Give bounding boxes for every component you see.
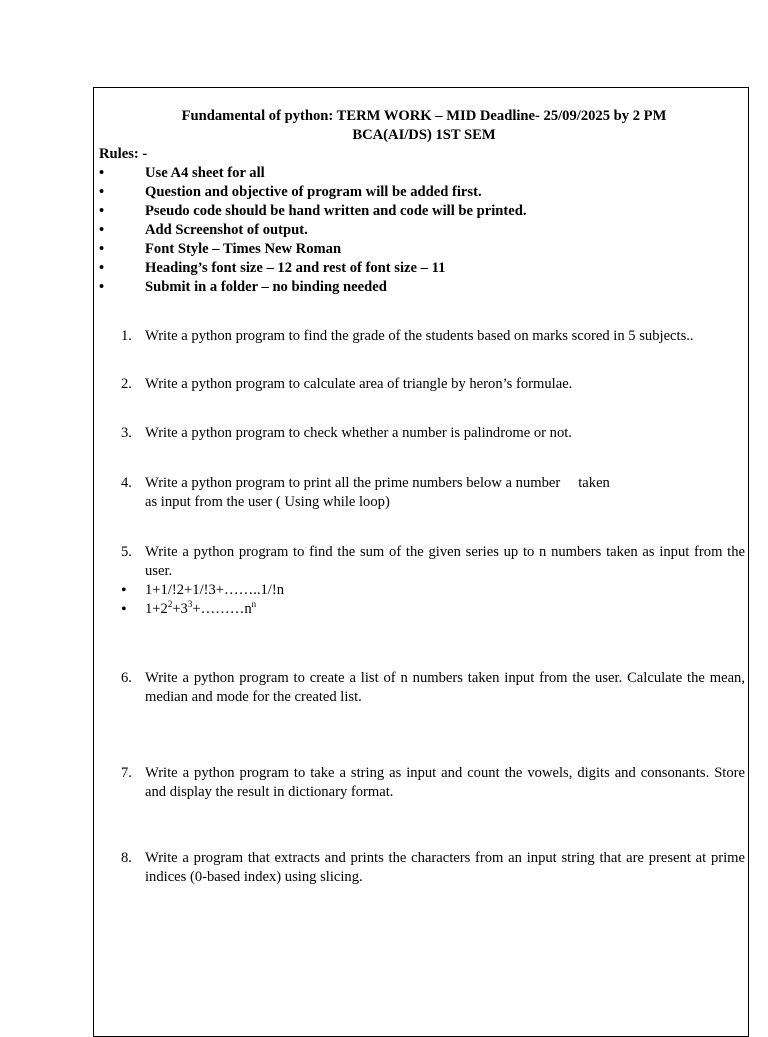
rule-item bbox=[99, 164, 745, 183]
question-text: Write a python program to check whether a number is palindrome or not. bbox=[145, 425, 572, 441]
rule-item bbox=[99, 202, 745, 221]
question-text-c: as input from the user ( Using while loop) bbox=[145, 494, 390, 510]
bullet-icon: • bbox=[99, 260, 105, 276]
rule-item bbox=[99, 183, 745, 202]
bullet-icon: • bbox=[99, 203, 105, 219]
question-text: Write a python program to take a string as input and count the vowels, digits and consonants. Store and display the result in dictionary format. bbox=[145, 765, 745, 800]
rules-title: Rules: - bbox=[99, 146, 148, 162]
question-text: Write a python program to find the sum of the given series up to n numbers taken as input from the user. bbox=[145, 544, 745, 579]
bullet-icon: • bbox=[121, 582, 127, 599]
question-number: 7. bbox=[121, 765, 132, 781]
question-item bbox=[99, 327, 745, 346]
series-part: +3 bbox=[172, 601, 188, 617]
rule-item bbox=[99, 278, 745, 297]
series-part: +………n bbox=[192, 601, 252, 617]
series-text: 1+1/!2+1/!3+……..1/!n bbox=[145, 582, 284, 598]
series-part: 1+2 bbox=[145, 601, 168, 617]
question-item bbox=[99, 424, 745, 443]
bullet-icon: • bbox=[99, 222, 105, 238]
bullet-icon: • bbox=[99, 241, 105, 257]
question-number: 2. bbox=[121, 376, 132, 392]
questions-list bbox=[99, 327, 745, 887]
series-item bbox=[121, 599, 745, 619]
heading-subtitle: BCA(AI/DS) 1ST SEM bbox=[352, 127, 496, 143]
question-number: 8. bbox=[121, 850, 132, 866]
question-item bbox=[99, 849, 745, 887]
document-content bbox=[99, 107, 745, 887]
rule-text: Add Screenshot of output. bbox=[145, 222, 308, 238]
rule-text: Submit in a folder – no binding needed bbox=[145, 279, 387, 295]
rules-list bbox=[99, 164, 745, 297]
question-item bbox=[99, 474, 745, 512]
series-list bbox=[121, 581, 745, 619]
document-heading bbox=[99, 107, 745, 145]
question-item bbox=[99, 375, 745, 394]
bullet-icon: • bbox=[121, 601, 127, 618]
question-text-b: taken bbox=[578, 475, 610, 491]
question-text: Write a python program to find the grade of the students based on marks scored in 5 subjects.. bbox=[145, 328, 694, 344]
rule-text: Question and objective of program will be added first. bbox=[145, 184, 482, 200]
question-item bbox=[99, 764, 745, 802]
question-number: 4. bbox=[121, 475, 132, 491]
question-number: 5. bbox=[121, 544, 132, 560]
series-item bbox=[121, 581, 745, 600]
question-number: 1. bbox=[121, 328, 132, 344]
question-item bbox=[99, 543, 745, 619]
question-item bbox=[99, 669, 745, 707]
question-text: Write a python program to calculate area of triangle by heron’s formulae. bbox=[145, 376, 573, 392]
series-exponent: 3 bbox=[187, 599, 193, 610]
bullet-icon: • bbox=[99, 165, 105, 181]
rule-text: Pseudo code should be hand written and code will be printed. bbox=[145, 203, 527, 219]
question-number: 6. bbox=[121, 670, 132, 686]
rule-item bbox=[99, 259, 745, 278]
rule-text: Font Style – Times New Roman bbox=[145, 241, 342, 257]
rule-text: Use A4 sheet for all bbox=[145, 165, 265, 181]
bullet-icon: • bbox=[99, 279, 105, 295]
rule-text: Heading’s font size – 12 and rest of font size – 11 bbox=[145, 260, 446, 276]
rule-item bbox=[99, 240, 745, 259]
bullet-icon: • bbox=[99, 184, 105, 200]
heading-title: Fundamental of python: TERM WORK – MID Deadline- 25/09/2025 by 2 PM bbox=[181, 108, 667, 124]
rule-item bbox=[99, 221, 745, 240]
series-exponent: n bbox=[251, 599, 257, 610]
question-text-a: Write a python program to print all the prime numbers below a number bbox=[145, 475, 561, 491]
question-number: 3. bbox=[121, 425, 132, 441]
question-text: Write a python program to create a list of n numbers taken input from the user. Calculate the mean, median and mode for the created list. bbox=[145, 670, 745, 705]
series-exponent: 2 bbox=[167, 599, 173, 610]
question-text: Write a program that extracts and prints the characters from an input string that are present at prime indices (0-based index) using slicing. bbox=[145, 850, 745, 885]
